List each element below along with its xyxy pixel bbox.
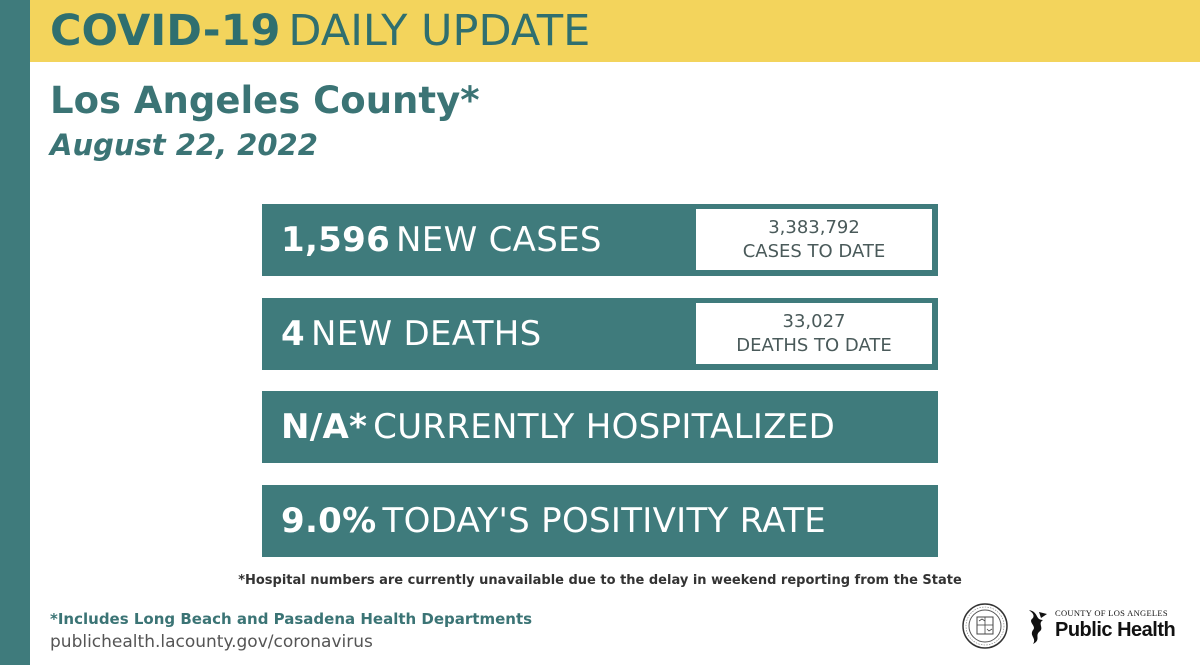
stat-positivity: [262, 485, 938, 557]
public-health-mark-icon: [1025, 606, 1051, 646]
stat-hospitalized: [262, 391, 938, 463]
county-seal-icon: [962, 603, 1008, 649]
positivity-label: TODAY'S POSITIVITY RATE: [382, 501, 827, 541]
public-health-logo: [1025, 604, 1175, 648]
hospital-footnote: *Hospital numbers are currently unavailable due to the delay in weekend reporting from the State: [238, 573, 962, 588]
hospitalized-value: N/A*: [281, 407, 368, 447]
stat-new-deaths: [262, 298, 938, 370]
new-cases-label: NEW CASES: [396, 220, 602, 260]
hospitalized-label: CURRENTLY HOSPITALIZED: [373, 407, 836, 447]
new-deaths-value: 4: [281, 314, 305, 354]
deaths-to-date-box: [696, 303, 932, 364]
public-health-org-small: COUNTY OF LOS ANGELES: [1055, 608, 1168, 618]
deaths-to-date-label: DEATHS TO DATE: [736, 334, 892, 356]
county-title: Los Angeles County*: [50, 79, 480, 122]
page-header: [50, 6, 590, 56]
public-health-org-big: Public Health: [1055, 619, 1176, 641]
includes-note: *Includes Long Beach and Pasadena Health Departments: [50, 610, 533, 628]
header-title-light: DAILY UPDATE: [288, 6, 591, 56]
header-title-bold: COVID-19: [50, 6, 281, 56]
positivity-value: 9.0%: [281, 501, 377, 541]
website-url[interactable]: publichealth.lacounty.gov/coronavirus: [50, 632, 373, 652]
stat-new-cases: [262, 204, 938, 276]
cases-to-date-box: [696, 209, 932, 270]
new-deaths-label: NEW DEATHS: [310, 314, 542, 354]
cases-to-date-label: CASES TO DATE: [742, 240, 886, 262]
deaths-to-date-value: 33,027: [782, 310, 846, 332]
new-cases-value: 1,596: [281, 220, 391, 260]
report-date: August 22, 2022: [50, 128, 318, 162]
cases-to-date-value: 3,383,792: [768, 216, 860, 238]
left-accent-bar: [0, 0, 30, 665]
